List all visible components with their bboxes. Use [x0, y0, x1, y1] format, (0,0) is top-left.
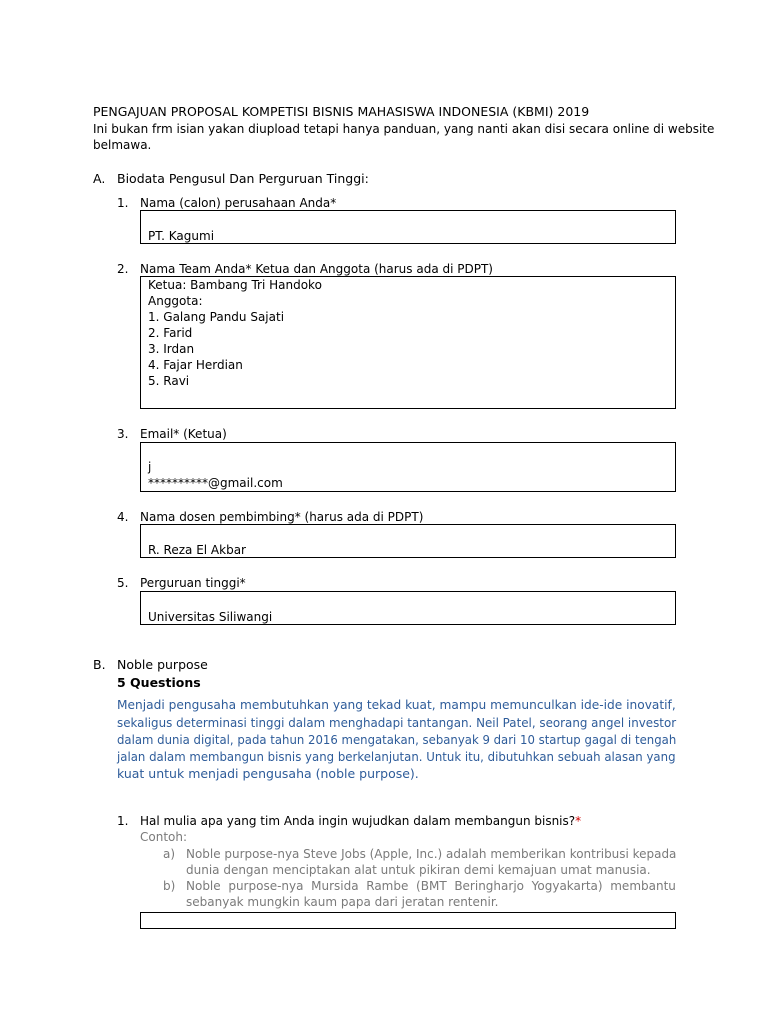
- example-a-line-1: Noble purpose-nya Steve Jobs (Apple, Inc.) adalah memberikan kontribusi kepada: [186, 847, 677, 861]
- noble-paragraph-line-5: kuat untuk menjadi pengusaha (noble purpose).: [117, 766, 419, 781]
- example-a-marker: a): [163, 847, 176, 861]
- noble-paragraph-line-1: Menjadi pengusaha membutuhkan yang tekad kuat, mampu memunculkan ide-ide inovatif,: [117, 697, 676, 712]
- university-value: Universitas Siliwangi: [148, 610, 273, 624]
- company-name-field[interactable]: [140, 210, 676, 244]
- q4-label: Nama dosen pembimbing* (harus ada di PDPT): [140, 510, 424, 524]
- section-b-marker: B.: [93, 657, 106, 672]
- noble-purpose-answer-field[interactable]: [140, 912, 676, 929]
- university-field[interactable]: [140, 591, 676, 625]
- page-title: PENGAJUAN PROPOSAL KOMPETISI BISNIS MAHASISWA INDONESIA (KBMI) 2019: [93, 104, 590, 119]
- team-line-1: Ketua: Bambang Tri Handoko: [148, 278, 322, 292]
- section-a-title: Biodata Pengusul Dan Perguruan Tinggi:: [117, 171, 369, 186]
- example-b-line-1: Noble purpose-nya Mursida Rambe (BMT Beringharjo Yogyakarta) membantu: [186, 879, 676, 893]
- noble-paragraph-line-2: sekaligus determinasi tinggi dalam menghadapi tantangan. Neil Patel, seorang angel investor: [117, 715, 677, 730]
- q5-number: 5.: [117, 576, 129, 590]
- required-asterisk: *: [575, 814, 582, 828]
- section-b-title: Noble purpose: [117, 657, 208, 672]
- section-b-subtitle: 5 Questions: [117, 675, 201, 690]
- team-line-5: 3. Irdan: [148, 342, 195, 356]
- team-line-2: Anggota:: [148, 294, 203, 308]
- noble-paragraph-line-3: dalam dunia digital, pada tahun 2016 mengatakan, sebanyak 9 dari 10 startup gagal di tengah: [117, 732, 677, 747]
- example-b-marker: b): [163, 879, 176, 893]
- example-b-line-2: sebanyak mungkin kaum papa dari jeratan rentenir.: [186, 895, 499, 909]
- email-line-1: j: [148, 460, 152, 474]
- company-name-value: PT. Kagumi: [148, 229, 215, 243]
- supervisor-field[interactable]: [140, 524, 676, 558]
- q3-label: Email* (Ketua): [140, 427, 227, 441]
- intro-line-1: Ini bukan frm isian yakan diupload tetapi hanya panduan, yang nanti akan disi secara online di website: [93, 122, 715, 136]
- email-field[interactable]: [140, 442, 676, 492]
- section-a-marker: A.: [93, 171, 106, 186]
- email-line-2: **********@gmail.com: [148, 476, 283, 490]
- q4-number: 4.: [117, 510, 129, 524]
- q5-label: Perguruan tinggi*: [140, 576, 246, 590]
- intro-line-2: belmawa.: [93, 138, 152, 152]
- example-label: Contoh:: [140, 830, 188, 844]
- q2-number: 2.: [117, 262, 129, 276]
- team-line-3: 1. Galang Pandu Sajati: [148, 310, 285, 324]
- noble-paragraph-line-4: jalan dalam membangun bisnis yang berkelanjutan. Untuk itu, dibutuhkan sebuah alasan yang: [117, 749, 676, 764]
- team-line-6: 4. Fajar Herdian: [148, 358, 243, 372]
- team-line-4: 2. Farid: [148, 326, 193, 340]
- example-a-line-2: dunia dengan menciptakan alat untuk pikiran demi kemajuan umat manusia.: [186, 863, 651, 877]
- b-q1-label: [140, 814, 581, 828]
- q1-number: 1.: [117, 196, 129, 210]
- b-q1-number: 1.: [117, 814, 129, 828]
- b-q1-label-text: Hal mulia apa yang tim Anda ingin wujudkan dalam membangun bisnis?: [140, 814, 576, 828]
- team-members-field[interactable]: [140, 276, 676, 409]
- q3-number: 3.: [117, 427, 129, 441]
- supervisor-value: R. Reza El Akbar: [148, 543, 246, 557]
- q2-label: Nama Team Anda* Ketua dan Anggota (harus ada di PDPT): [140, 262, 493, 276]
- team-line-7: 5. Ravi: [148, 374, 190, 388]
- q1-label: Nama (calon) perusahaan Anda*: [140, 196, 337, 210]
